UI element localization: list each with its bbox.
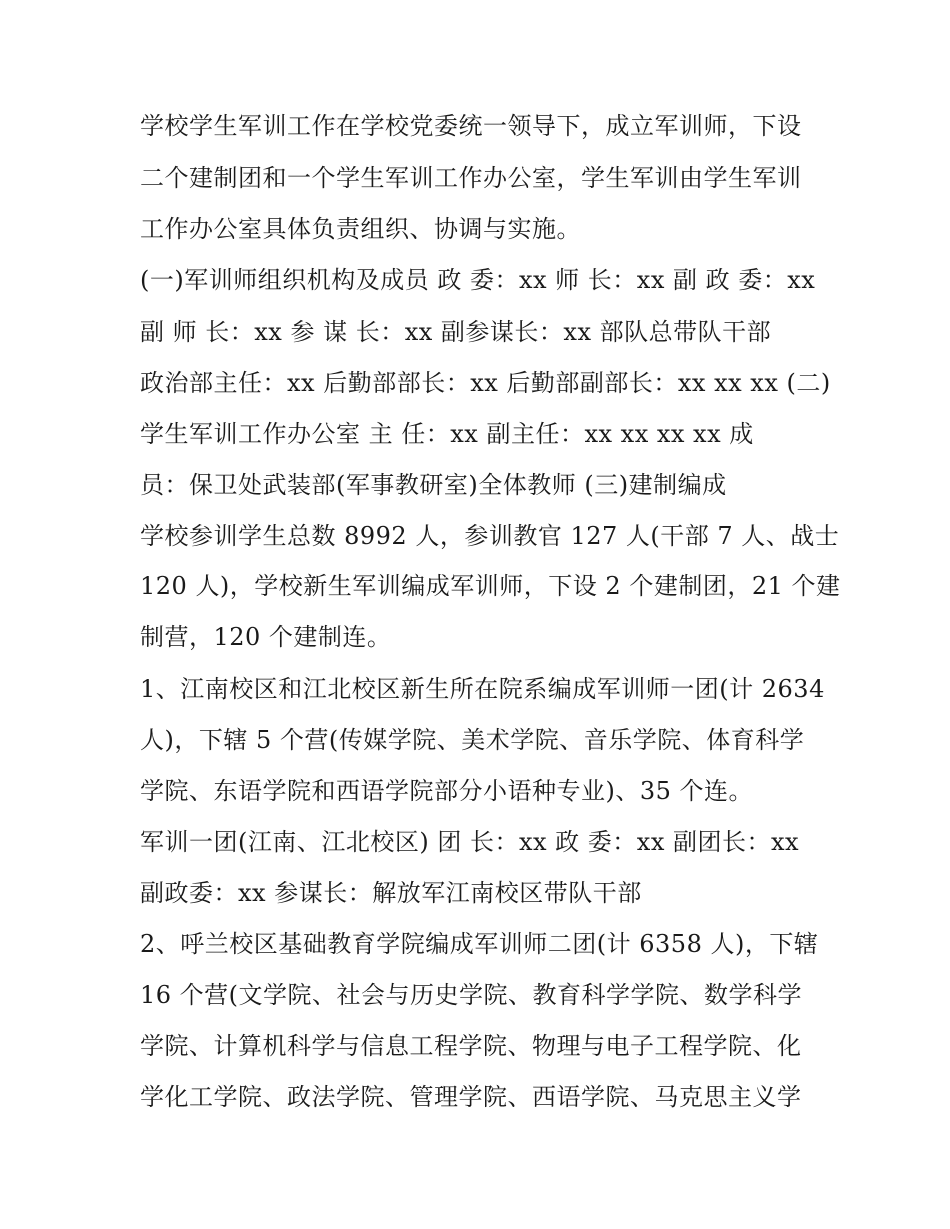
text-line: 副 师 长：xx 参 谋 长：xx 副参谋长：xx 部队总带队干部 [140,318,772,346]
text-line: 学校学生军训工作在学校党委统一领导下，成立军训师，下设 [140,112,802,140]
text-line: 人)，下辖 5 个营(传媒学院、美术学院、音乐学院、体育科学 [140,726,805,754]
text-line: 二个建制团和一个学生军训工作办公室，学生军训由学生军训 [140,164,802,192]
text-line: 副政委：xx 参谋长：解放军江南校区带队干部 [140,879,642,907]
text-line: 120 人)，学校新生军训编成军训师，下设 2 个建制团，21 个建 [140,572,841,600]
text-line: 16 个营(文学院、社会与历史学院、教育科学学院、数学科学 [140,981,803,1009]
text-line: 2、呼兰校区基础教育学院编成军训师二团(计 6358 人)，下辖 [140,930,819,958]
text-line: 工作办公室具体负责组织、协调与实施。 [140,215,581,243]
text-line: 学校参训学生总数 8992 人，参训教官 127 人(干部 7 人、战士 [140,522,840,550]
text-line: 员：保卫处武装部(军事教研室)全体教师 (三)建制编成 [140,471,727,499]
text-line: (一)军训师组织机构及成员 政 委：xx 师 长：xx 副 政 委：xx [140,266,816,294]
text-line: 学化工学院、政法学院、管理学院、西语学院、马克思主义学 [140,1083,802,1111]
text-line: 学生军训工作办公室 主 任：xx 副主任：xx xx xx xx 成 [140,420,754,448]
text-line: 学院、东语学院和西语学院部分小语种专业)、35 个连。 [140,777,754,805]
text-line: 军训一团(江南、江北校区) 团 长：xx 政 委：xx 副团长：xx [140,828,800,856]
text-line: 制营，120 个建制连。 [140,623,392,651]
text-line: 1、江南校区和江北校区新生所在院系编成军训师一团(计 2634 [140,675,825,703]
text-line: 学院、计算机科学与信息工程学院、物理与电子工程学院、化 [140,1032,802,1060]
text-line: 政治部主任：xx 后勤部部长：xx 后勤部副部长：xx xx xx (二) [140,369,831,397]
